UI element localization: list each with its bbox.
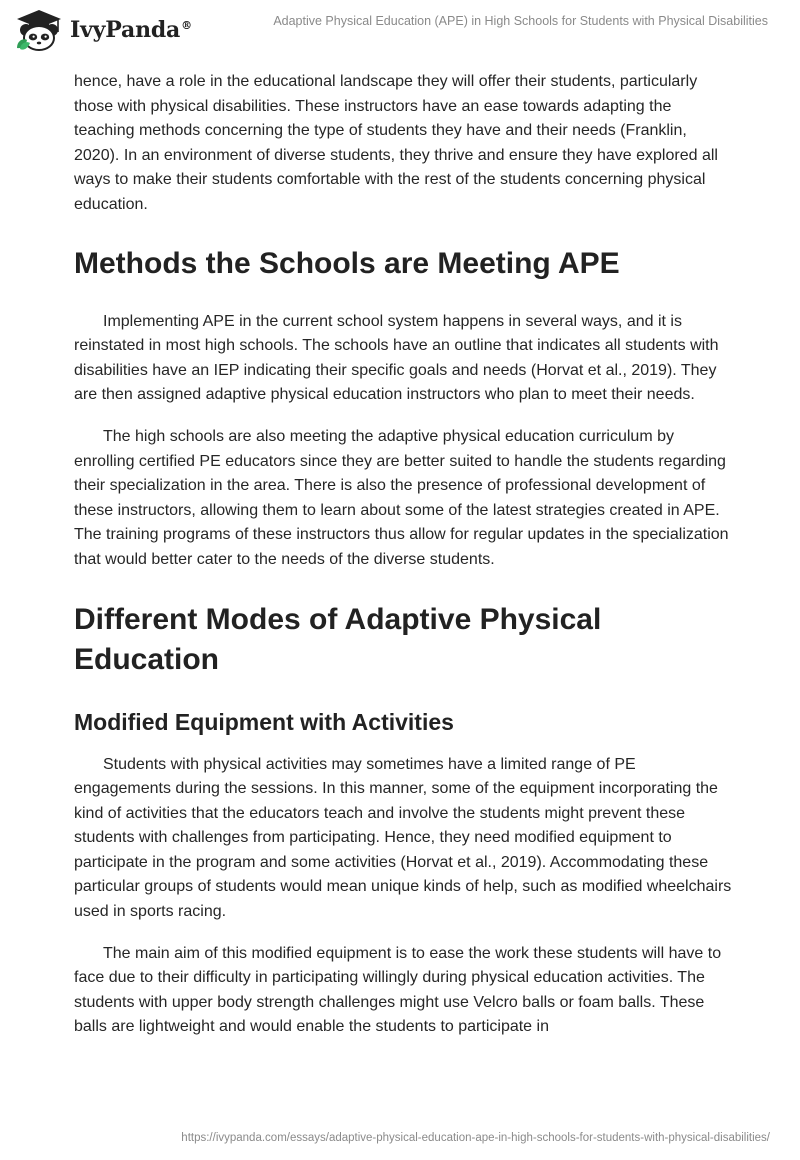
paragraph: The high schools are also meeting the adaptive physical education curriculum by enrolling certified PE educators since they are better suited to handle the students regarding their specialization in the area. There is also the presence of professional development of these instructors, allowing them to learn about some of the latest strategies created in APE. The training programs of these instructors thus allow for regular updates in the specialization that would better cater to the needs of the diverse students. <box>74 427 729 568</box>
intro-paragraph: hence, have a role in the educational landscape they will offer their students, particularly those with physical disabilities. These instructors have an ease towards adapting the teaching methods concerning the type of students they have and their needs (Franklin, 2020). In an environment of diverse students, they thrive and ensure they have explored all ways to make their students comfortable with the rest of the students concerning physical education. <box>74 73 718 213</box>
page-header <box>0 0 800 62</box>
panda-graduate-icon <box>14 8 64 52</box>
logo-text: IvyPanda® <box>70 17 192 43</box>
paragraph: Students with physical activities may sometimes have a limited range of PE engagements during the sessions. In this manner, some of the equipment incorporating the kind of activities that the educators teach and involve the students might prevent these students with challenges from participating. Hence, they need modified equipment to participate in the program and some activities (Horvat et al., 2019). Accommodating these particular groups of students would mean unique kinds of help, such as modified wheelchairs used in sports racing. <box>74 755 732 921</box>
paragraph: Implementing APE in the current school system happens in several ways, and it is reinstated in most high schools. The schools have an outline that indicates all students with disabilities have an IEP indicating their specific goals and needs (Horvat et al., 2019). They are then assigned adaptive physical education instructors who plan to meet their needs. <box>74 312 719 404</box>
essay-content <box>74 70 734 1040</box>
section-heading-methods: Methods the Schools are Meeting APE <box>74 246 620 280</box>
ivypanda-logo[interactable] <box>14 8 192 52</box>
subheading-modified-equipment: Modified Equipment with Activities <box>74 708 454 735</box>
section-heading-modes: Different Modes of Adaptive Physical Education <box>74 602 602 676</box>
source-url[interactable]: https://ivypanda.com/essays/adaptive-physical-education-ape-in-high-schools-for-students-with-physical-disabilities/ <box>181 1132 770 1144</box>
paragraph: The main aim of this modified equipment is to ease the work these students will have to face due to their difficulty in participating willingly during physical education activities. The students with upper body strength challenges might use Velcro balls or foam balls. These balls are lightweight and would enable the students to participate in <box>74 944 722 1036</box>
document-title: Adaptive Physical Education (APE) in High Schools for Students with Physical Disabilities <box>273 14 768 28</box>
